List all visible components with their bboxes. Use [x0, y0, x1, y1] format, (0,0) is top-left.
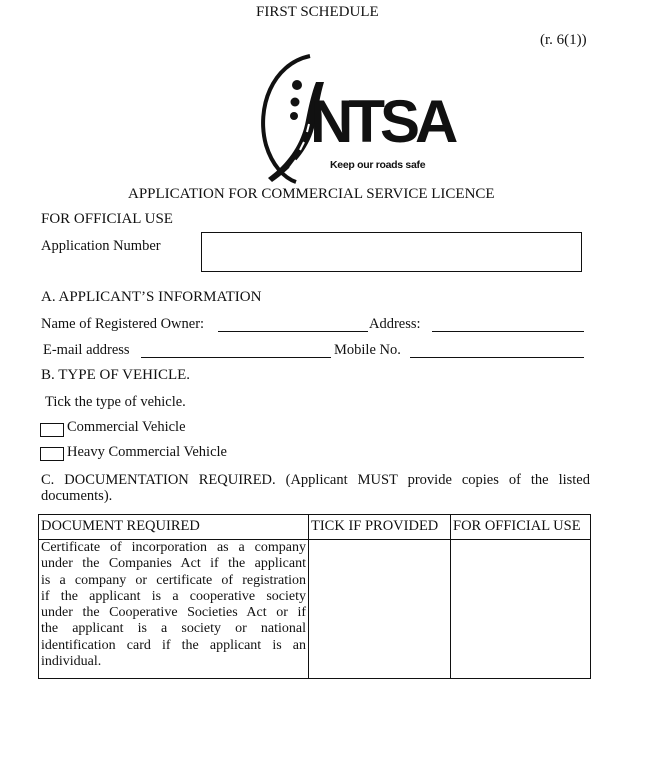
section-c-heading: C. DOCUMENTATION REQUIRED. (Applicant MUST provide copies of the listed: [41, 472, 590, 488]
document-line: is a company or certificate of registration: [41, 572, 306, 588]
tick-if-provided-cell[interactable]: [309, 540, 451, 679]
address-label: Address:: [369, 316, 421, 332]
official-use-heading: FOR OFFICIAL USE: [41, 211, 173, 227]
section-a-heading: A. APPLICANT’S INFORMATION: [41, 289, 262, 305]
col-tick-if-provided: TICK IF PROVIDED: [309, 515, 451, 540]
heavy-commercial-vehicle-checkbox[interactable]: [40, 447, 64, 461]
application-number-label: Application Number: [41, 238, 161, 254]
owner-label: Name of Registered Owner:: [41, 316, 205, 332]
document-line: the applicant is a society or national: [41, 621, 306, 637]
document-line: individual.: [41, 654, 102, 670]
ntsa-logo: [250, 50, 454, 185]
official-use-cell[interactable]: [451, 540, 591, 679]
section-b-heading: B. TYPE OF VEHICLE.: [41, 367, 191, 383]
document-line: if the applicant is a cooperative society: [41, 588, 306, 604]
mobile-label: Mobile No.: [334, 342, 401, 358]
documents-table-header: [39, 515, 591, 540]
table-row: [39, 540, 591, 679]
section-c-heading-cont: documents).: [41, 488, 113, 504]
owner-field[interactable]: [218, 331, 368, 332]
commercial-vehicle-label: Commercial Vehicle: [67, 419, 186, 435]
schedule-title: FIRST SCHEDULE: [256, 4, 379, 20]
commercial-vehicle-checkbox[interactable]: [40, 423, 64, 437]
mobile-field[interactable]: [410, 357, 584, 358]
application-number-box[interactable]: [201, 232, 582, 272]
ntsa-logo-graphic: [250, 50, 454, 185]
document-line: Certificate of incorporation as a company: [41, 540, 306, 555]
col-document-required: DOCUMENT REQUIRED: [39, 515, 309, 540]
vehicle-instruction: Tick the type of vehicle.: [45, 394, 186, 410]
document-line: under the Cooperative Societies Act or if: [41, 605, 306, 621]
form-title: APPLICATION FOR COMMERCIAL SERVICE LICENCE: [128, 186, 495, 202]
email-label: E-mail address: [43, 342, 130, 358]
heavy-commercial-vehicle-label: Heavy Commercial Vehicle: [67, 444, 227, 460]
document-line: under the Companies Act if the applicant: [41, 556, 306, 572]
rule-reference: (r. 6(1)): [540, 32, 587, 48]
documents-table: [38, 514, 591, 679]
document-line: identification card if the applicant is an: [41, 637, 306, 653]
address-field[interactable]: [432, 331, 584, 332]
document-required-cell: [39, 540, 309, 679]
logo-tagline: Keep our roads safe: [330, 159, 426, 171]
col-for-official-use: FOR OFFICIAL USE: [451, 515, 591, 540]
email-field[interactable]: [141, 357, 331, 358]
logo-wordmark: NTSA: [310, 88, 454, 155]
